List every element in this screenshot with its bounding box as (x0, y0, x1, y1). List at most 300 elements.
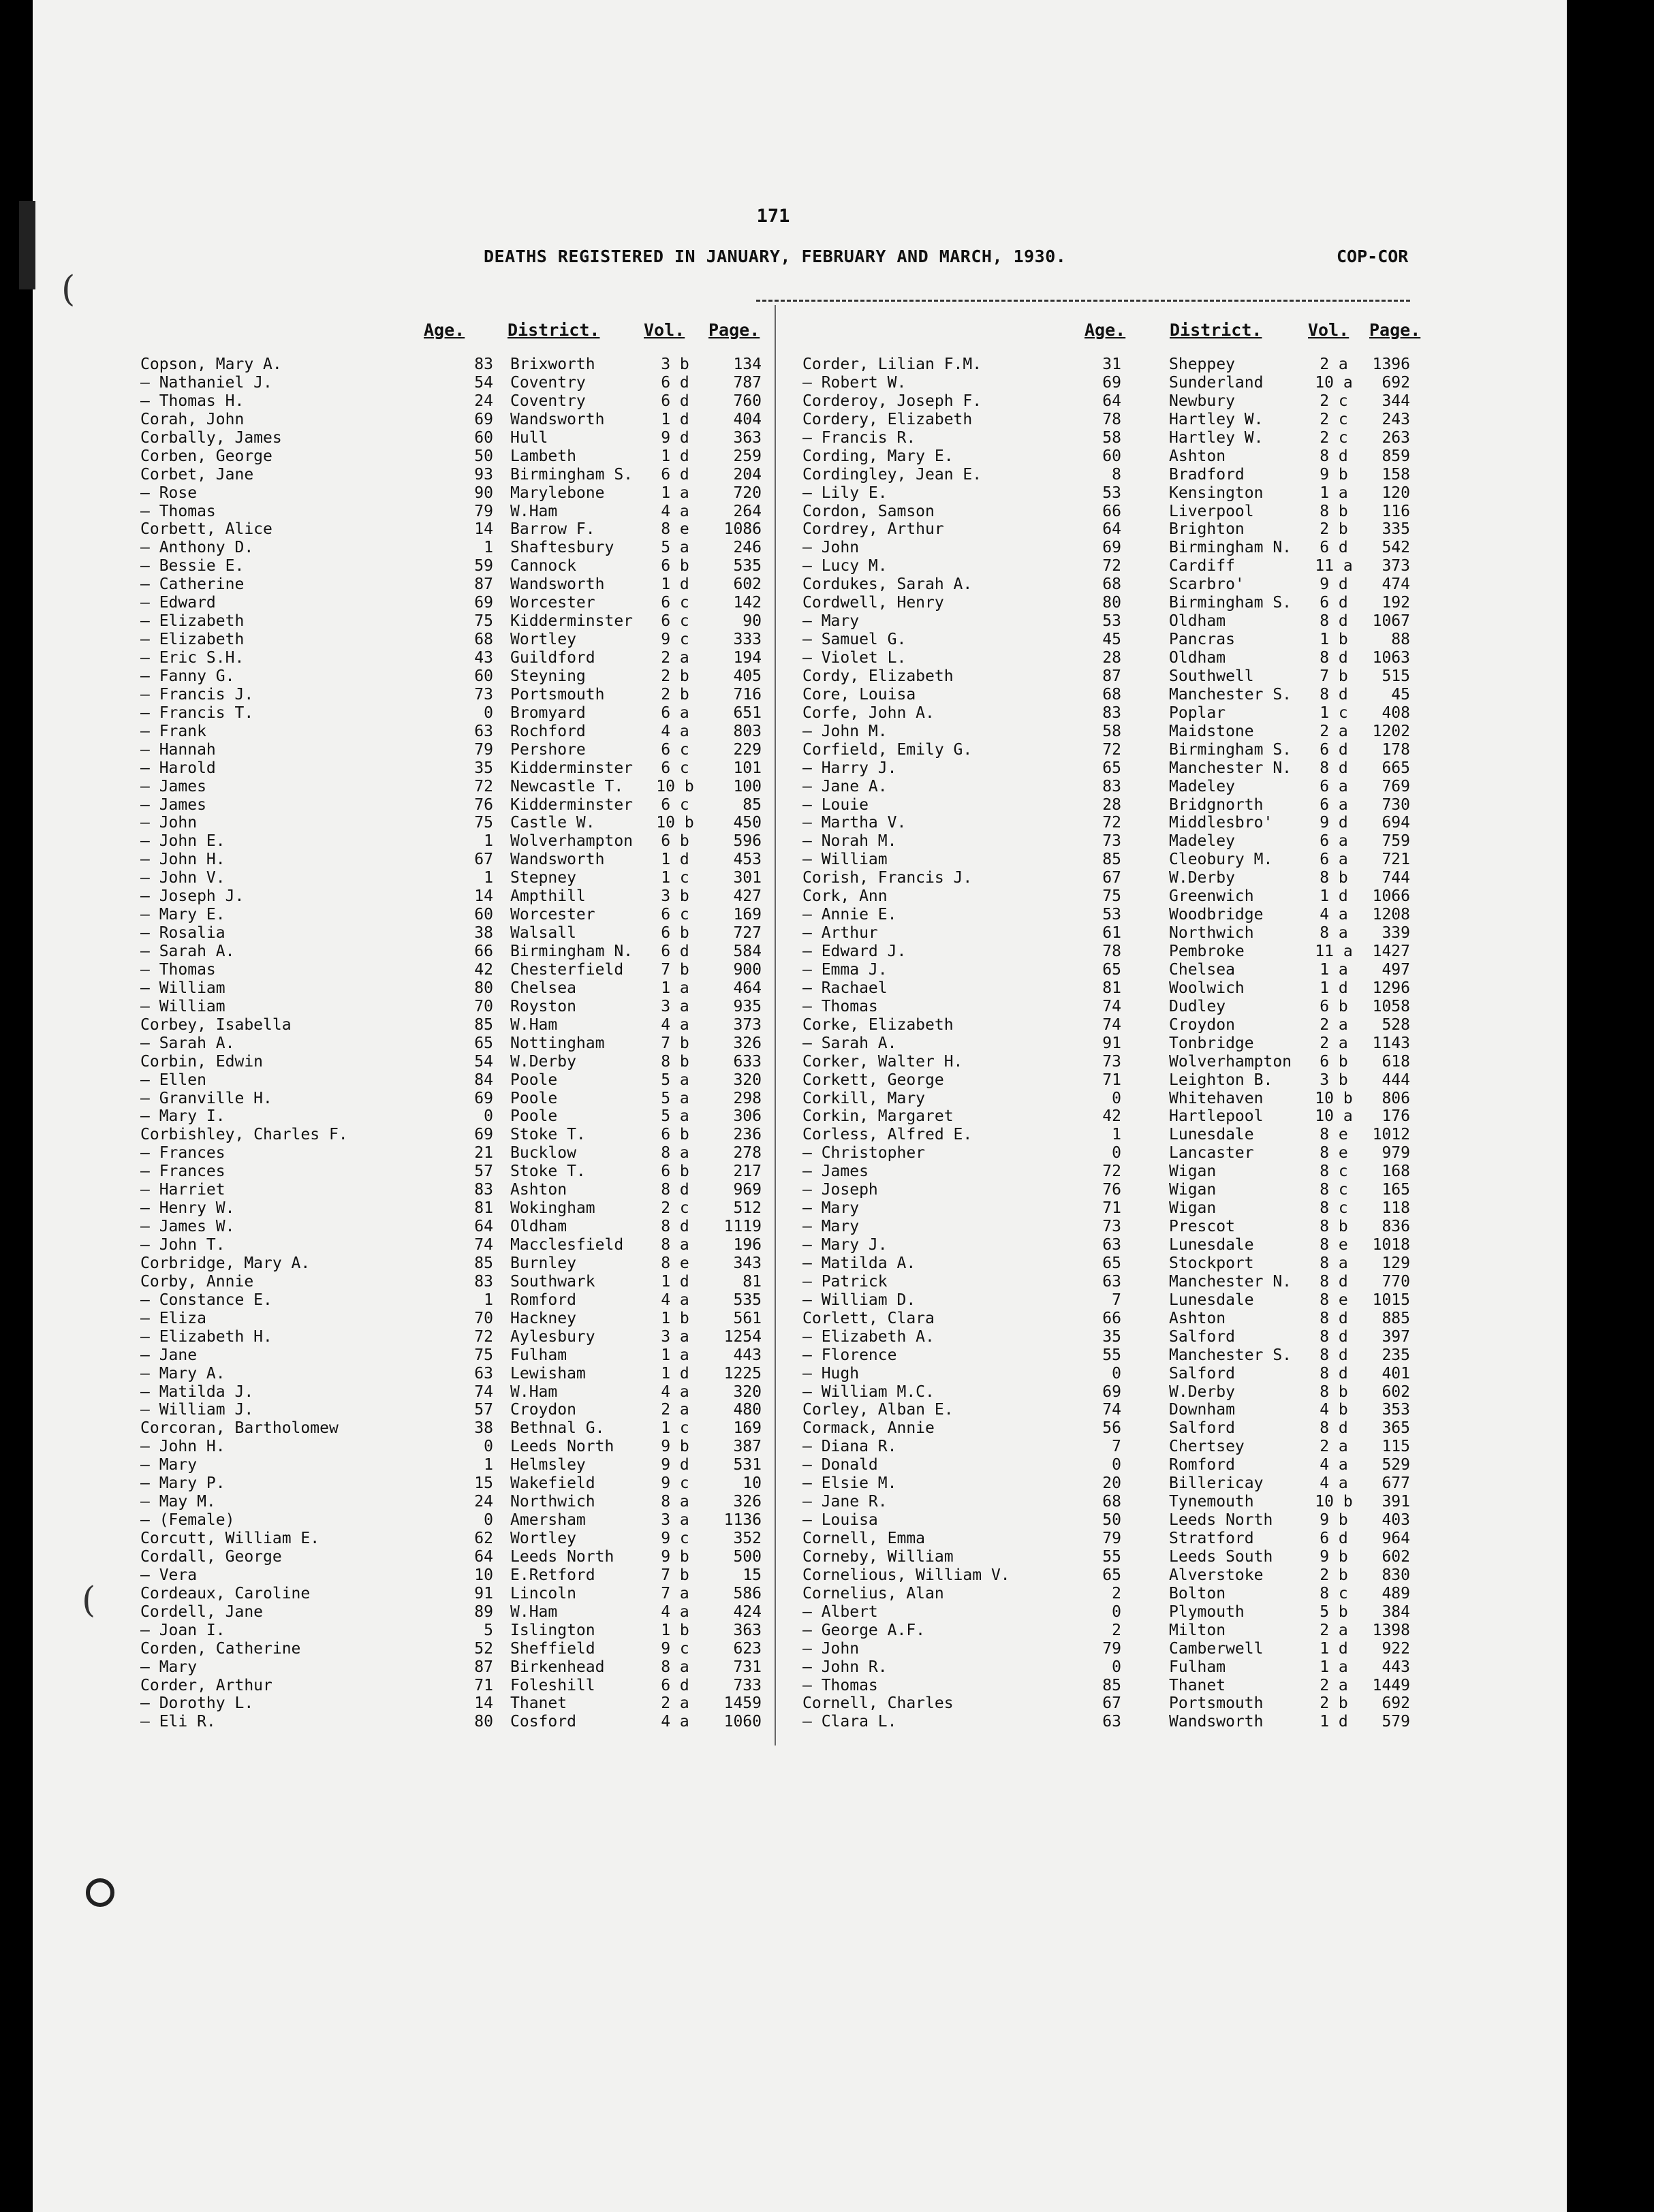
entry-name: — Ellen (140, 1071, 206, 1089)
register-entry (802, 594, 1416, 612)
register-entry (140, 741, 767, 759)
entry-district: Macclesfield (510, 1236, 624, 1254)
register-entry (802, 667, 1416, 686)
entry-age: 64 (474, 1218, 493, 1236)
entry-vol: 8 b (1320, 502, 1348, 520)
entry-page: 1143 (1372, 1034, 1410, 1052)
register-entry (802, 1603, 1416, 1622)
entry-page: 1202 (1372, 722, 1410, 740)
entry-page: 584 (733, 943, 762, 960)
entry-vol: 6 d (661, 373, 689, 392)
entry-name: Cordon, Samson (802, 502, 935, 520)
register-entry (802, 1511, 1416, 1530)
entry-page: 1427 (1372, 943, 1410, 960)
entry-vol: 8 d (1320, 612, 1348, 631)
entry-district: Shaftesbury (510, 539, 614, 557)
entry-age: 5 (484, 1621, 493, 1639)
margin-bracket-mark: ( (61, 269, 76, 310)
entry-name: — Elizabeth H. (140, 1327, 272, 1346)
top-dashed-rule (756, 300, 1410, 302)
entry-page: 727 (733, 924, 762, 943)
entry-age: 71 (1102, 1199, 1121, 1218)
register-entry (802, 906, 1416, 924)
entry-name: Corfield, Emily G. (802, 740, 973, 759)
entry-name: Corbin, Edwin (140, 1052, 264, 1071)
entry-vol: 8 c (1320, 1199, 1348, 1218)
entry-district: Lunesdale (1169, 1126, 1254, 1144)
entry-vol: 3 b (661, 887, 689, 906)
entry-page: 464 (733, 979, 762, 997)
entry-age: 0 (1112, 1658, 1121, 1676)
entry-age: 0 (1112, 1364, 1121, 1382)
register-entry (802, 466, 1416, 484)
entry-vol: 8 e (1320, 1126, 1348, 1144)
entry-age: 74 (1102, 1015, 1121, 1034)
entry-district: Worcester (510, 906, 595, 924)
entry-vol: 1 d (661, 410, 689, 428)
entry-age: 28 (1102, 649, 1121, 667)
register-entry (140, 1218, 767, 1236)
entry-district: Wolverhampton (510, 832, 634, 851)
entry-page: 320 (733, 1071, 762, 1089)
register-entry (140, 887, 767, 906)
entry-age: 50 (1102, 1511, 1121, 1530)
entry-vol: 8 d (1320, 1346, 1348, 1364)
entry-vol: 1 c (661, 869, 689, 887)
entry-district: Poplar (1169, 704, 1226, 722)
entry-age: 1 (484, 1456, 493, 1474)
register-entry (802, 1713, 1416, 1731)
entry-name: Cork, Ann (802, 887, 888, 906)
entry-vol: 2 a (1320, 722, 1348, 740)
entry-age: 53 (1102, 612, 1121, 631)
entry-vol: 10 b (656, 814, 694, 832)
entry-vol: 2 a (1320, 1015, 1348, 1034)
register-entry (802, 447, 1416, 466)
entry-age: 74 (474, 1382, 493, 1401)
entry-district: Bolton (1169, 1584, 1226, 1602)
entry-page: 235 (1382, 1346, 1410, 1364)
entry-age: 67 (474, 851, 493, 869)
entry-name: — Mary (802, 612, 860, 631)
entry-name: Corke, Elizabeth (802, 1015, 954, 1034)
register-entry (802, 887, 1416, 906)
entry-page: 1449 (1372, 1676, 1410, 1694)
entry-district: Wandsworth (510, 851, 605, 869)
entry-name: Corkill, Mary (802, 1089, 926, 1107)
entry-page: 769 (1382, 777, 1410, 795)
entry-district: Sheppey (1169, 356, 1235, 373)
left-vol-header: Vol. (644, 320, 685, 340)
entry-page: 100 (733, 777, 762, 795)
entry-age: 0 (1112, 1144, 1121, 1163)
entry-page: 444 (1382, 1071, 1410, 1089)
entry-district: Chelsea (510, 979, 576, 997)
entry-district: Bethnal G. (510, 1419, 605, 1438)
register-entry (140, 869, 767, 887)
entry-page: 1225 (723, 1364, 762, 1382)
entry-vol: 8 c (1320, 1163, 1348, 1181)
entry-district: Kidderminster (510, 612, 634, 631)
entry-page: 90 (743, 612, 762, 631)
entry-vol: 6 a (1320, 777, 1348, 795)
entry-page: 352 (733, 1530, 762, 1547)
entry-page: 168 (1382, 1163, 1410, 1181)
entry-vol: 6 b (661, 1163, 689, 1181)
register-entry (140, 484, 767, 503)
entry-page: 489 (1382, 1584, 1410, 1602)
entry-district: Liverpool (1169, 502, 1254, 520)
left-age-header: Age. (424, 320, 465, 340)
entry-age: 72 (1102, 557, 1121, 575)
entry-district: Lambeth (510, 447, 576, 465)
entry-age: 75 (474, 612, 493, 631)
entry-age: 2 (1112, 1621, 1121, 1639)
entry-district: Chelsea (1169, 960, 1235, 979)
entry-district: Plymouth (1169, 1602, 1245, 1621)
entry-district: Leighton B. (1169, 1071, 1273, 1089)
entry-age: 93 (474, 465, 493, 484)
entry-page: 373 (1382, 557, 1410, 575)
register-entry (140, 1199, 767, 1218)
entry-age: 76 (1102, 1181, 1121, 1199)
entry-vol: 6 d (661, 943, 689, 960)
entry-page: 45 (1391, 685, 1410, 704)
entry-age: 7 (1112, 1291, 1121, 1309)
register-entry (140, 1622, 767, 1640)
entry-age: 70 (474, 997, 493, 1015)
entry-page: 651 (733, 704, 762, 722)
entry-vol: 3 a (661, 1327, 689, 1346)
register-entry (140, 906, 767, 924)
entry-name: — Eli R. (140, 1713, 216, 1731)
entry-name: — John R. (802, 1658, 888, 1676)
entry-district: Leeds North (510, 1438, 614, 1456)
entry-name: — Frances (140, 1163, 225, 1181)
entry-age: 60 (474, 667, 493, 685)
entry-vol: 4 a (1320, 1456, 1348, 1474)
entry-page: 561 (733, 1309, 762, 1327)
entry-age: 73 (1102, 832, 1121, 851)
entry-district: Salford (1169, 1327, 1235, 1346)
entry-name: — William J. (140, 1401, 254, 1419)
register-entry (140, 943, 767, 961)
entry-name: — Sarah A. (140, 1034, 235, 1052)
entry-vol: 6 b (1320, 997, 1348, 1015)
entry-vol: 6 c (661, 612, 689, 631)
entry-name: Corkin, Margaret (802, 1107, 954, 1126)
entry-age: 38 (474, 1419, 493, 1438)
entry-vol: 1 d (1320, 979, 1348, 997)
register-entry (140, 723, 767, 741)
register-entry (140, 594, 767, 612)
register-entry (140, 392, 767, 411)
entry-vol: 2 b (661, 685, 689, 704)
entry-age: 64 (1102, 520, 1121, 539)
entry-vol: 2 c (1320, 410, 1348, 428)
entry-vol: 7 a (661, 1584, 689, 1602)
entry-vol: 1 c (1320, 704, 1348, 722)
entry-age: 60 (474, 428, 493, 447)
entry-name: — Eliza (140, 1309, 206, 1327)
entry-page: 264 (733, 502, 762, 520)
register-entry (802, 1199, 1416, 1218)
entry-name: Corlett, Clara (802, 1309, 935, 1327)
entry-age: 75 (474, 814, 493, 832)
entry-age: 84 (474, 1071, 493, 1089)
entry-vol: 9 d (1320, 575, 1348, 594)
entry-age: 24 (474, 392, 493, 410)
entry-vol: 8 a (1320, 924, 1348, 943)
entry-age: 63 (474, 722, 493, 740)
register-entry (140, 447, 767, 466)
entry-vol: 2 a (1320, 1438, 1348, 1456)
entry-page: 694 (1382, 814, 1410, 832)
register-entry (802, 1034, 1416, 1053)
register-entry (802, 1677, 1416, 1695)
entry-vol: 6 c (661, 759, 689, 777)
entry-page: 1459 (723, 1694, 762, 1713)
entry-age: 65 (474, 1034, 493, 1052)
entry-name: — Elsie M. (802, 1474, 897, 1493)
register-entry (140, 1236, 767, 1254)
entry-page: 677 (1382, 1474, 1410, 1493)
entry-vol: 6 d (1320, 539, 1348, 557)
entry-district: Birmingham S. (1169, 740, 1292, 759)
register-entry (140, 1090, 767, 1108)
register-entry (140, 612, 767, 631)
entry-page: 10 (743, 1474, 762, 1493)
register-entry (802, 1640, 1416, 1658)
entry-age: 68 (474, 631, 493, 649)
register-entry (802, 374, 1416, 392)
register-entry (140, 814, 767, 832)
entry-district: Lunesdale (1169, 1291, 1254, 1309)
entry-vol: 8 d (1320, 1272, 1348, 1291)
entry-vol: 8 d (1320, 447, 1348, 465)
entry-name: Corderoy, Joseph F. (802, 392, 982, 410)
entry-vol: 9 c (661, 1530, 689, 1547)
entry-name: — William (140, 997, 225, 1015)
entry-page: 142 (733, 594, 762, 612)
entry-vol: 1 d (661, 1272, 689, 1291)
entry-age: 1 (484, 1291, 493, 1309)
entry-district: Wortley (510, 1530, 576, 1547)
entry-age: 57 (474, 1163, 493, 1181)
entry-age: 31 (1102, 356, 1121, 373)
entry-district: Guildford (510, 649, 595, 667)
entry-name: — Mary (802, 1199, 860, 1218)
entry-page: 633 (733, 1052, 762, 1071)
entry-age: 63 (474, 1364, 493, 1382)
register-entry (140, 1273, 767, 1291)
register-entry (140, 1310, 767, 1328)
entry-district: Southwark (510, 1272, 595, 1291)
register-entry (140, 411, 767, 429)
register-entry (802, 814, 1416, 832)
entry-age: 79 (1102, 1639, 1121, 1658)
register-entry (802, 704, 1416, 723)
entry-district: Manchester S. (1169, 1346, 1292, 1364)
entry-district: Stockport (1169, 1254, 1254, 1272)
entry-name: Corby, Annie (140, 1272, 254, 1291)
right-entry-column (802, 356, 1416, 1731)
entry-page: 1208 (1372, 906, 1410, 924)
register-entry (802, 1016, 1416, 1034)
register-entry (140, 1677, 767, 1695)
register-entry (140, 503, 767, 521)
entry-vol: 1 a (1320, 1658, 1348, 1676)
register-entry (802, 356, 1416, 374)
entry-page: 733 (733, 1676, 762, 1694)
entry-district: W.Ham (510, 502, 558, 520)
entry-page: 602 (1382, 1382, 1410, 1401)
entry-vol: 4 a (1320, 906, 1348, 924)
entry-vol: 1 a (1320, 484, 1348, 502)
entry-district: Lancaster (1169, 1144, 1254, 1163)
register-entry (802, 1585, 1416, 1603)
entry-age: 42 (1102, 1107, 1121, 1126)
entry-age: 75 (474, 1346, 493, 1364)
page-number: 171 (756, 206, 790, 227)
register-entry (140, 1603, 767, 1622)
entry-age: 55 (1102, 1547, 1121, 1566)
register-entry (802, 1622, 1416, 1640)
entry-page: 298 (733, 1089, 762, 1107)
entry-district: Wandsworth (510, 575, 605, 594)
entry-district: Oldham (1169, 612, 1226, 631)
entry-page: 529 (1382, 1456, 1410, 1474)
register-entry (802, 1254, 1416, 1273)
entry-district: Rochford (510, 722, 586, 740)
entry-vol: 6 d (661, 392, 689, 410)
entry-district: W.Derby (510, 1052, 576, 1071)
entry-district: Ashton (510, 1181, 567, 1199)
entry-district: Birmingham S. (1169, 594, 1292, 612)
right-vol-header: Vol. (1308, 320, 1349, 340)
register-entry (140, 832, 767, 851)
register-entry (140, 1566, 767, 1585)
entry-vol: 2 a (1320, 1034, 1348, 1052)
entry-page: 1136 (723, 1511, 762, 1530)
entry-page: 115 (1382, 1438, 1410, 1456)
entry-age: 78 (1102, 943, 1121, 960)
entry-name: — Jane A. (802, 777, 888, 795)
register-entry (802, 1163, 1416, 1181)
register-entry (802, 961, 1416, 979)
entry-name: — Fanny G. (140, 667, 235, 685)
entry-vol: 1 d (1320, 887, 1348, 906)
entry-name: Cording, Mary E. (802, 447, 954, 465)
entry-page: 623 (733, 1639, 762, 1658)
entry-name: — Albert (802, 1602, 878, 1621)
register-entry (802, 723, 1416, 741)
entry-page: 204 (733, 465, 762, 484)
register-entry (140, 759, 767, 778)
entry-district: Poole (510, 1107, 558, 1126)
entry-district: Wigan (1169, 1181, 1217, 1199)
entry-district: Leeds North (1169, 1511, 1273, 1530)
entry-district: Wakefield (510, 1474, 595, 1493)
entry-name: — James W. (140, 1218, 235, 1236)
entry-vol: 2 a (1320, 1621, 1348, 1639)
entry-vol: 6 a (661, 704, 689, 722)
entry-age: 80 (474, 1713, 493, 1731)
entry-vol: 2 a (661, 1401, 689, 1419)
entry-age: 62 (474, 1530, 493, 1547)
entry-page: 1067 (1372, 612, 1410, 631)
entry-name: — Nathaniel J. (140, 373, 272, 392)
entry-district: Hartley W. (1169, 410, 1264, 428)
entry-district: Wortley (510, 631, 576, 649)
entry-district: Camberwell (1169, 1639, 1264, 1658)
entry-name: Cordwell, Henry (802, 594, 944, 612)
entry-district: Pershore (510, 740, 586, 759)
entry-district: Hartley W. (1169, 428, 1264, 447)
entry-age: 83 (1102, 704, 1121, 722)
register-entry (802, 1365, 1416, 1383)
entry-name: Cordukes, Sarah A. (802, 575, 973, 594)
entry-district: W.Derby (1169, 869, 1235, 887)
entry-age: 69 (1102, 539, 1121, 557)
entry-vol: 10 a (1315, 373, 1353, 392)
entry-name: Corkett, George (802, 1071, 944, 1089)
entry-district: Royston (510, 997, 576, 1015)
entry-page: 1119 (723, 1218, 762, 1236)
entry-district: Coventry (510, 373, 586, 392)
entry-name: Corbey, Isabella (140, 1015, 292, 1034)
entry-vol: 9 b (661, 1547, 689, 1566)
register-entry (140, 1456, 767, 1474)
entry-name: Cormack, Annie (802, 1419, 935, 1438)
punch-hole-mark (86, 1878, 114, 1907)
entry-age: 42 (474, 960, 493, 979)
entry-vol: 3 a (661, 1511, 689, 1530)
entry-name: — Joseph J. (140, 887, 245, 906)
entry-name: — Lily E. (802, 484, 888, 502)
entry-vol: 2 b (1320, 1694, 1348, 1713)
entry-age: 14 (474, 520, 493, 539)
entry-page: 192 (1382, 594, 1410, 612)
register-entry (802, 649, 1416, 667)
entry-age: 91 (1102, 1034, 1121, 1052)
register-entry (802, 1474, 1416, 1493)
entry-name: — William (140, 979, 225, 997)
entry-district: Kidderminster (510, 795, 634, 814)
entry-name: — Christopher (802, 1144, 926, 1163)
entry-vol: 6 c (661, 594, 689, 612)
entry-district: W.Ham (510, 1602, 558, 1621)
entry-age: 14 (474, 1694, 493, 1713)
entry-page: 343 (733, 1254, 762, 1272)
entry-age: 54 (474, 373, 493, 392)
page-title: DEATHS REGISTERED IN JANUARY, FEBRUARY AND MARCH, 1930. (484, 247, 1067, 266)
entry-page: 515 (1382, 667, 1410, 685)
entry-district: Romford (1169, 1456, 1235, 1474)
register-entry (802, 1053, 1416, 1071)
entry-page: 88 (1391, 631, 1410, 649)
entry-name: — Emma J. (802, 960, 888, 979)
entry-age: 10 (474, 1566, 493, 1584)
entry-vol: 5 a (661, 1107, 689, 1126)
entry-name: — John (140, 814, 198, 832)
register-entry (802, 1438, 1416, 1456)
register-entry (140, 1144, 767, 1163)
register-entry (802, 1273, 1416, 1291)
entry-district: Bradford (1169, 465, 1245, 484)
entry-page: 731 (733, 1658, 762, 1676)
entry-name: — Jane R. (802, 1493, 888, 1511)
